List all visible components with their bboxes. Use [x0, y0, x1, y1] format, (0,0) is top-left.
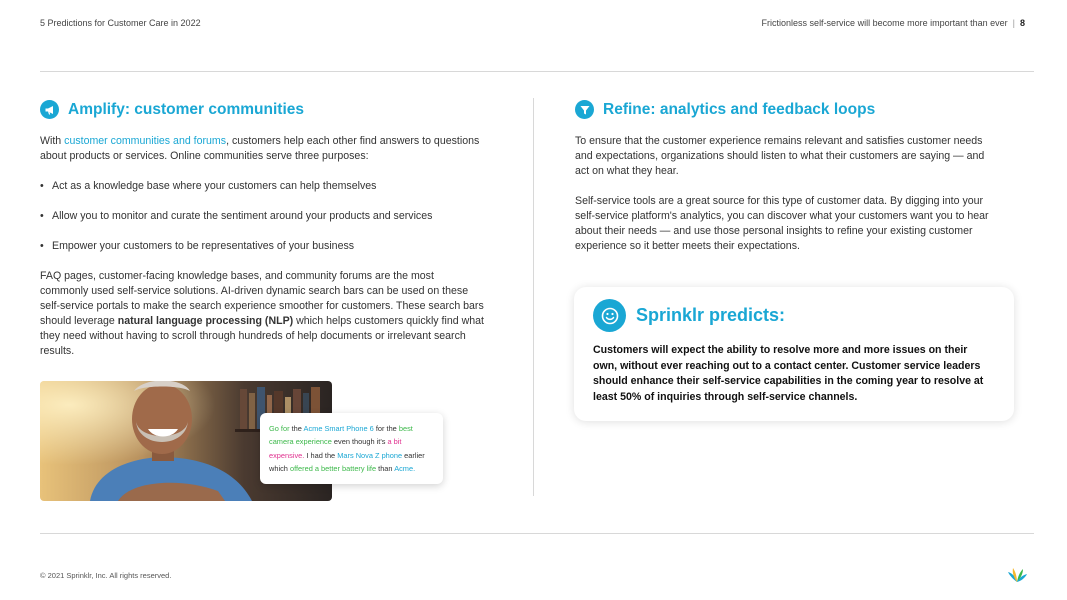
- megaphone-icon: [40, 100, 59, 119]
- right-section-heading: [575, 100, 875, 119]
- header-doc-title: 5 Predictions for Customer Care in 2022: [40, 18, 201, 28]
- prediction-title: Sprinklr predicts:: [636, 305, 786, 325]
- right-section-title: Refine: analytics and feedback loops: [603, 100, 876, 118]
- speech-part: Acme Smart Phone 6: [303, 424, 374, 433]
- header-section-title: [762, 18, 1025, 28]
- speech-part: offered a better battery life: [289, 463, 377, 473]
- review-speech-bubble: [260, 413, 443, 484]
- para2-suffix: which helps customers quickly find what they need without having to scroll through hundreds of help documents or irrelevant search results.: [40, 315, 484, 357]
- para2-prefix: FAQ pages, customer-facing knowledge bases, and community forums are the most commonly used self-service solutions. AI-driven dynamic search bars can be used on these self-service portals to make the search experience smoother for customers. These search bars should leverage: [40, 270, 484, 327]
- column-divider: [533, 98, 534, 496]
- footer-divider: [40, 533, 1034, 534]
- right-para1: [575, 134, 995, 179]
- left-para2: [40, 269, 485, 359]
- list-item: • Empower your customers to be representatives of your business: [40, 239, 500, 254]
- header-divider: [40, 71, 1034, 72]
- page-number: 8: [1019, 18, 1025, 28]
- right-para1-text: To ensure that the customer experience remains relevant and satisfies customer needs and expectations, organizations should listen to what their customers are saying — and act on what they hear.: [575, 135, 985, 177]
- speech-part: the: [289, 424, 304, 433]
- prediction-text: Customers will expect the ability to resolve more and more issues on their own, without ever reaching out to a contact center. Customer service leaders should enhance their self-service capabilities in the coming year to resolve at least 50% of inquiries through self-service channels.: [593, 344, 984, 404]
- list-item: • Allow you to monitor and curate the sentiment around your products and services: [40, 209, 500, 224]
- speech-part: earlier which: [269, 450, 425, 473]
- right-para2: [575, 194, 995, 254]
- left-section-title: Amplify: customer communities: [68, 100, 304, 118]
- intro-prefix: With: [40, 135, 65, 147]
- speech-part: best camera experience: [269, 424, 413, 447]
- speech-part: I had the: [304, 450, 338, 460]
- intro-suffix: , customers help each other find answers to questions about products or services. Online communities serve three purposes:: [40, 135, 480, 162]
- speech-part: Mars Nova Z phone: [337, 450, 403, 460]
- speech-part: Go for: [269, 424, 290, 433]
- speech-part: even though it's: [331, 437, 388, 447]
- left-intro: [40, 134, 485, 164]
- header-section-text: Frictionless self-service will become more important than ever: [761, 18, 1008, 28]
- copyright: © 2021 Sprinklr, Inc. All rights reserved.: [40, 571, 172, 580]
- funnel-icon: [575, 100, 594, 119]
- purposes-list: [40, 179, 500, 269]
- communities-link[interactable]: customer communities and forums: [64, 135, 227, 147]
- speech-part: a bit expensive.: [269, 437, 402, 460]
- nlp-bold: natural language processing (NLP): [117, 315, 294, 327]
- speech-part: Acme.: [394, 463, 416, 473]
- right-para2-text: Self-service tools are a great source for this type of customer data. By digging into your self-service platform's analytics, you can discover what your customers want you to hear about their needs — and use those personal insights to refine your existing customer experience so it better meets their expectations.: [575, 195, 989, 252]
- header-separator: |: [1012, 18, 1015, 28]
- smiley-icon: [593, 299, 626, 332]
- left-section-heading: [40, 100, 304, 119]
- prediction-heading: [593, 299, 785, 332]
- prediction-card: [574, 287, 1014, 421]
- speech-part: than: [376, 463, 395, 473]
- speech-part: for the: [373, 424, 399, 433]
- list-item: • Act as a knowledge base where your customers can help themselves: [40, 179, 500, 194]
- sprinklr-logo: [1006, 566, 1028, 589]
